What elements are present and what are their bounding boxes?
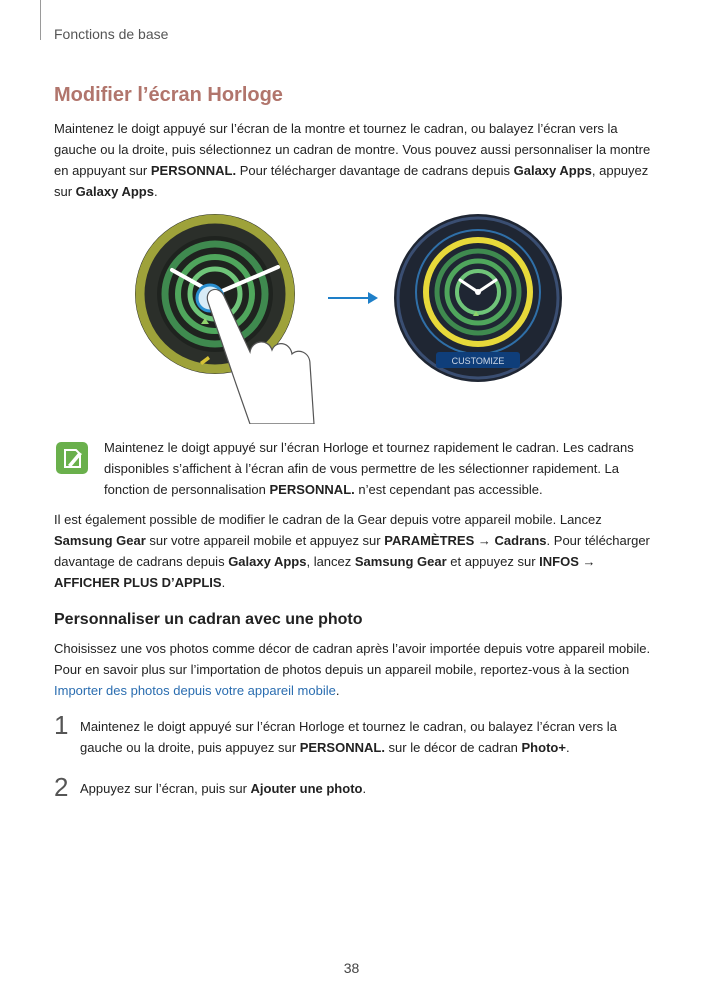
section-subtitle: Personnaliser un cadran avec une photo [54,611,363,628]
page-title: Modifier l’écran Horloge [54,84,283,106]
gear-paragraph: Il est également possible de modifier le cadran de la Gear depuis votre appareil mobile. Lancez Samsung Gear sur votre appareil mobile et appuyez sur PARAMÈTRES → Cadrans. Pour télécharger davantage de cadrans depuis Galaxy Apps, lancez Samsung Gear et appuyez sur INFOS → AFFICHER PLUS D’APPLIS. [54,512,650,590]
header-rule [40,0,41,40]
note-icon [55,441,89,475]
page-number: 38 [343,960,360,976]
customize-label: CUSTOMIZE [451,356,505,366]
step-text-1: Maintenez le doigt appuyé sur l’écran Horloge et tournez le cadran, ou balayez l’écran vers la gauche ou la droite, puis appuyez sur PERSONNAL. sur le décor de cadran Photo+. [80,719,617,755]
step-number-2: 2 [54,772,69,802]
watch-right [394,214,562,382]
step-text-2: Appuyez sur l’écran, puis sur Ajouter une photo. [80,781,367,796]
section-header: Fonctions de base [54,26,169,42]
note-text: Maintenez le doigt appuyé sur l’écran Horloge et tournez rapidement le cadran. Les cadrans disponibles s’affichent à l’écran afin de vous permettre de les sélectionner rapidement. La fonction de personnalisation PERSONNAL. n’est cependant pas accessible. [104,440,634,497]
import-photos-link[interactable]: Importer des photos depuis votre appareil mobile [54,683,336,698]
arrow-icon [328,292,378,304]
photo-paragraph: Choisissez une vos photos comme décor de cadran après l’avoir importée depuis votre appareil mobile. Pour en savoir plus sur l’importation de photos depuis un appareil mobile, reportez-vous à la section Importer des photos depuis votre appareil mobile. [54,641,651,698]
watch-face-illustration [100,212,600,424]
intro-paragraph: Maintenez le doigt appuyé sur l’écran de la montre et tournez le cadran, ou balayez l’écran vers la gauche ou la droite, puis sélectionnez un cadran de montre. Vous pouvez aussi personnaliser la montre en appuyant sur PERSONNAL. Pour télécharger davantage de cadrans depuis Galaxy Apps, appuyez sur Galaxy Apps. [54,121,651,199]
step-number-1: 1 [54,710,69,740]
